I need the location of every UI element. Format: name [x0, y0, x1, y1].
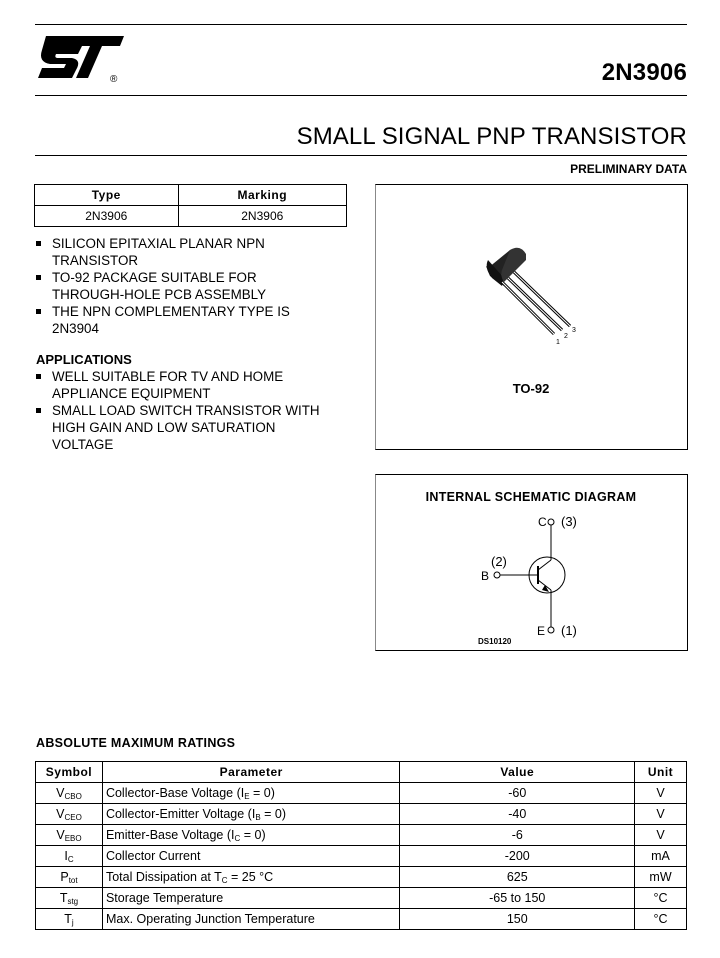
to92-package-illustration [470, 238, 590, 348]
table-row [36, 783, 687, 804]
table-row [36, 825, 687, 846]
parameter-cell: Collector-Base Voltage $(I_E = 0)$ [102, 783, 400, 804]
unit-cell: mA [635, 846, 687, 867]
list-item: WELL SUITABLE FOR TV AND HOME APPLIANCE EQUIPMENT [36, 368, 356, 402]
emitter-letter: E [537, 624, 546, 638]
emitter-pin: (1) [561, 623, 577, 638]
symbol-cell: $V_{CEO}$ [36, 804, 103, 825]
table-row [36, 804, 687, 825]
pin-label-3: 3 [572, 327, 576, 334]
applications-list [36, 368, 356, 453]
symbol-cell: $T_j$ [36, 909, 103, 930]
unit-cell: V [635, 825, 687, 846]
table-row [35, 206, 347, 227]
ratings-table [35, 761, 687, 930]
unit-cell: mW [635, 867, 687, 888]
applications-heading: APPLICATIONS [36, 352, 132, 367]
symbol-cell: $T_{stg}$ [36, 888, 103, 909]
unit-header: Unit [635, 762, 687, 783]
value-cell: 625 [400, 867, 635, 888]
type-header: Type [35, 185, 179, 206]
top-rule [35, 24, 687, 25]
unit-cell: V [635, 804, 687, 825]
parameter-cell: Collector Current [102, 846, 400, 867]
type-marking-table [34, 184, 347, 227]
bullet-icon [36, 241, 41, 246]
list-item: TO-92 PACKAGE SUITABLE FOR THROUGH-HOLE PCB ASSEMBLY [36, 269, 356, 303]
pnp-transistor-schematic [475, 508, 615, 638]
symbol-cell: $V_{EBO}$ [36, 825, 103, 846]
value-header: Value [400, 762, 635, 783]
pin-label-1: 1 [556, 339, 560, 346]
page-title: SMALL SIGNAL PNP TRANSISTOR [296, 123, 687, 150]
part-number: 2N3906 [601, 59, 687, 86]
bullet-icon [36, 374, 41, 379]
parameter-header: Parameter [102, 762, 400, 783]
parameter-cell: Max. Operating Junction Temperature [102, 909, 400, 930]
base-letter: B [481, 569, 490, 583]
ratings-heading: ABSOLUTE MAXIMUM RATINGS [36, 736, 236, 750]
table-row [36, 867, 687, 888]
table-row [36, 909, 687, 930]
value-cell: 150 [400, 909, 635, 930]
value-cell: -6 [400, 825, 635, 846]
registered-mark: ® [110, 74, 118, 85]
value-cell: -60 [400, 783, 635, 804]
value-cell: -200 [400, 846, 635, 867]
preliminary-label: PRELIMINARY DATA [570, 162, 687, 176]
package-label: TO-92 [512, 381, 550, 396]
list-item: THE NPN COMPLEMENTARY TYPE IS 2N3904 [36, 303, 356, 337]
value-cell: -65 to 150 [400, 888, 635, 909]
unit-cell: °C [635, 888, 687, 909]
header-rule [35, 95, 687, 96]
symbol-cell: $P_{tot}$ [36, 867, 103, 888]
table-row [36, 888, 687, 909]
features-list [36, 235, 356, 337]
parameter-cell: Storage Temperature [102, 888, 400, 909]
st-logo [36, 34, 126, 89]
parameter-cell: Total Dissipation at $T_C = 25$ °C [102, 867, 400, 888]
pin-label-2: 2 [564, 333, 568, 340]
bullet-icon [36, 408, 41, 413]
collector-pin: (3) [561, 514, 577, 529]
symbol-header: Symbol [36, 762, 103, 783]
marking-header: Marking [178, 185, 346, 206]
marking-cell: 2N3906 [178, 206, 346, 227]
symbol-cell: $V_{CBO}$ [36, 783, 103, 804]
bullet-icon [36, 309, 41, 314]
list-item: SMALL LOAD SWITCH TRANSISTOR WITH HIGH GAIN AND LOW SATURATION VOLTAGE [36, 402, 356, 453]
title-rule [35, 155, 687, 156]
diagram-code: DS10120 [478, 637, 512, 646]
unit-cell: °C [635, 909, 687, 930]
symbol-cell: $I_C$ [36, 846, 103, 867]
table-row [36, 846, 687, 867]
list-item: SILICON EPITAXIAL PLANAR NPN TRANSISTOR [36, 235, 356, 269]
parameter-cell: Collector-Emitter Voltage $(I_B = 0)$ [102, 804, 400, 825]
type-cell: 2N3906 [35, 206, 179, 227]
parameter-cell: Emitter-Base Voltage $(I_C = 0)$ [102, 825, 400, 846]
collector-letter: C [538, 515, 547, 529]
base-pin: (2) [491, 554, 507, 569]
bullet-icon [36, 275, 41, 280]
unit-cell: V [635, 783, 687, 804]
schematic-title: INTERNAL SCHEMATIC DIAGRAM [425, 490, 637, 504]
value-cell: -40 [400, 804, 635, 825]
